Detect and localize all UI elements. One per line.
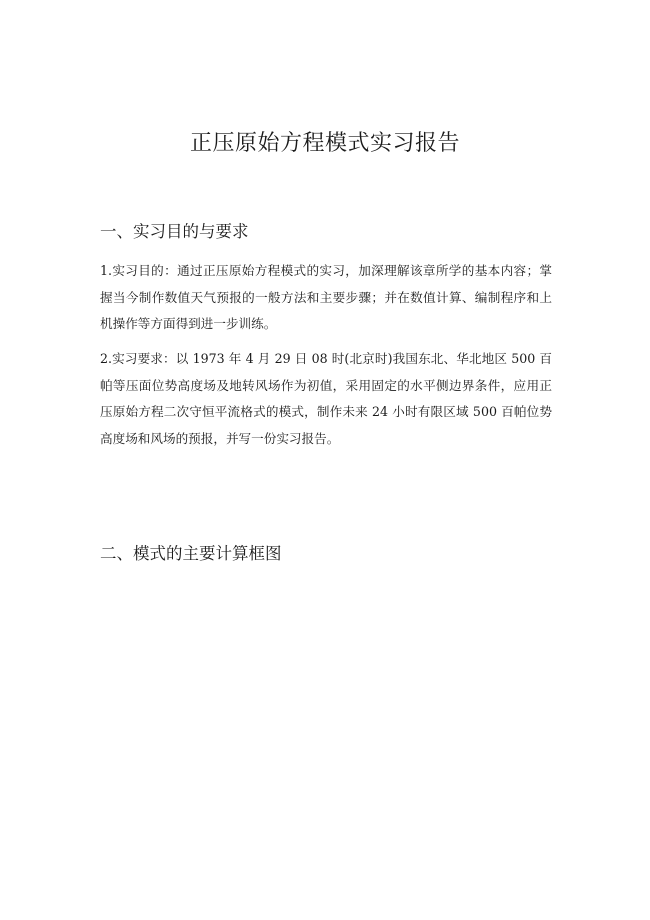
document-title: 正压原始方程模式实习报告 bbox=[189, 131, 460, 156]
section-heading-objectives: 一、实习目的与要求 bbox=[100, 222, 249, 241]
paragraph-objective: 1.实习目的：通过正压原始方程模式的实习，加深理解该章所学的基本内容；掌握当今制作数值天气预报的一般方法和主要步骤；并在数值计算、编制程序和上机操作等方面得到进一步训练。 bbox=[100, 263, 552, 331]
paragraph-requirements: 2.实习要求：以 1973 年 4 月 29 日 08 时(北京时)我国东北、华北地区 500 百帕等压面位势高度场及地转风场作为初值，采用固定的水平侧边界条件，应用正压原始方程二次守恒平流格式的模式，制作未来 24 小时有限区域 500 百帕位势高度场和风场的预报，并写一份实习报告。 bbox=[100, 351, 552, 446]
section-heading-flowchart: 二、模式的主要计算框图 bbox=[100, 544, 282, 563]
